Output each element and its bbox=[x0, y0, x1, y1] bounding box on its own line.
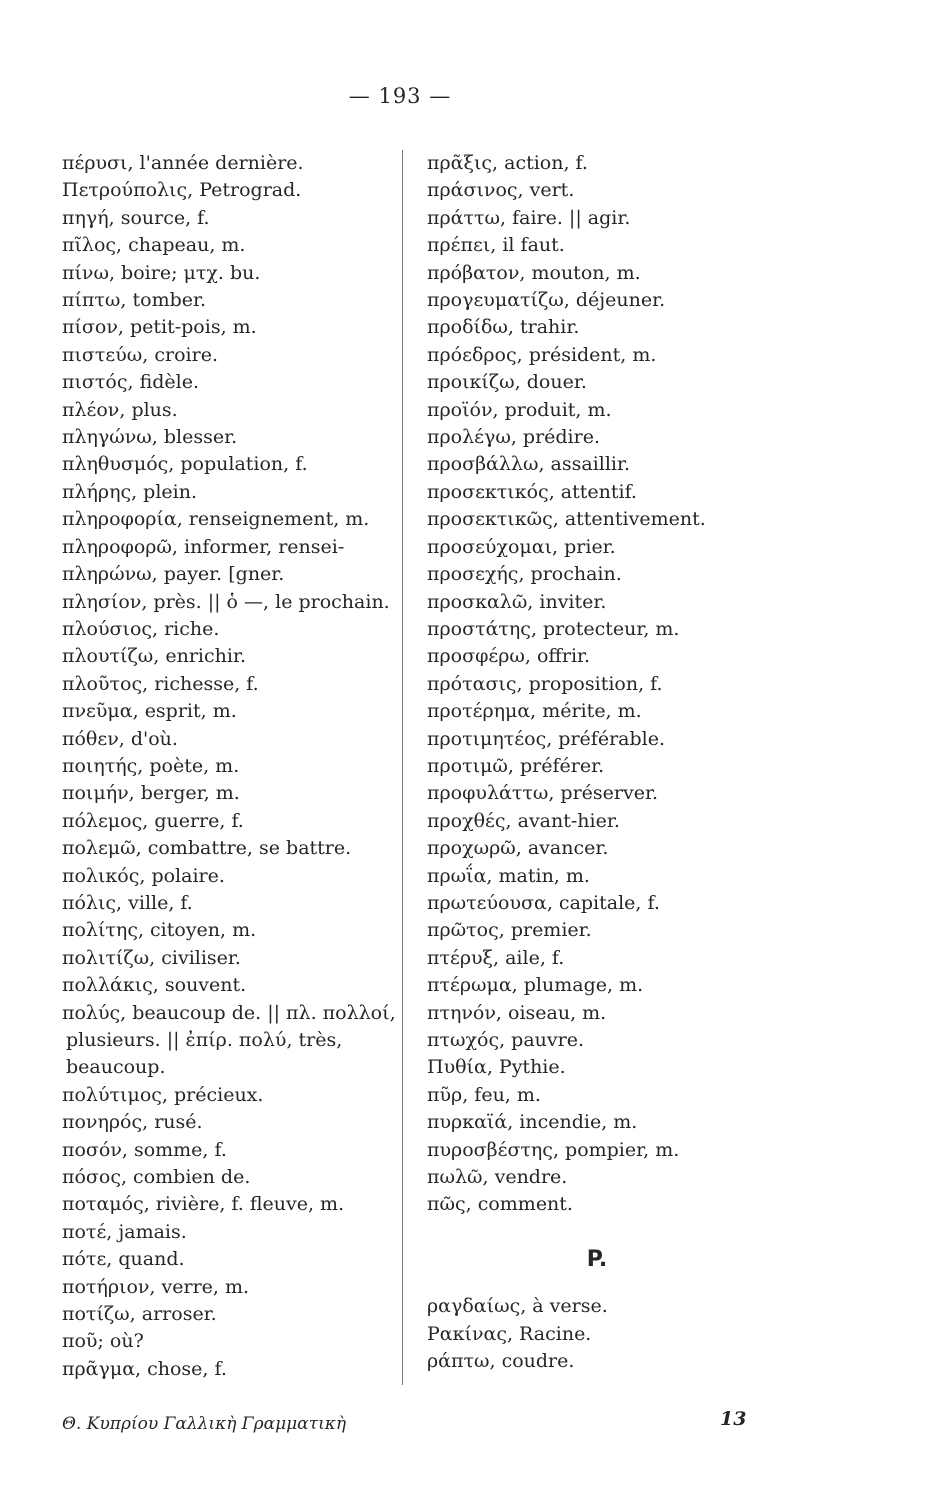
dictionary-entry: προσκαλῶ, inviter. bbox=[427, 590, 607, 613]
dictionary-entry: πρῶτος, premier. bbox=[427, 919, 592, 942]
dictionary-entry: πλούσιος, riche. bbox=[62, 617, 220, 640]
dictionary-entry: πῦρ, feu, m. bbox=[427, 1083, 541, 1106]
dictionary-entry: beaucoup. bbox=[66, 1056, 166, 1079]
dictionary-entry: προσφέρω, offrir. bbox=[427, 645, 591, 668]
dictionary-entry: προχωρῶ, avancer. bbox=[427, 837, 609, 860]
dictionary-entry: προγευματίζω, déjeuner. bbox=[427, 289, 666, 312]
dictionary-entry: ραγδαίως, à verse. bbox=[427, 1295, 608, 1318]
dictionary-entry: πόλις, ville, f. bbox=[62, 891, 193, 914]
dictionary-entry: προσεχής, prochain. bbox=[427, 563, 622, 586]
dictionary-entry: πλησίον, près. || ὁ —, le prochain. bbox=[62, 590, 390, 613]
dictionary-entry: πολύς, beaucoup de. || πλ. πολλοί, bbox=[62, 1001, 396, 1024]
dictionary-entry: πολλάκις, souvent. bbox=[62, 974, 247, 997]
dictionary-entry: πρέπει, il faut. bbox=[427, 234, 565, 257]
dictionary-entry: πρᾶγμα, chose, f. bbox=[62, 1357, 227, 1380]
dictionary-entry: πυροσβέστης, pompier, m. bbox=[427, 1138, 680, 1161]
dictionary-entry: πράσινος, vert. bbox=[427, 179, 575, 202]
page-number: — 193 — bbox=[348, 84, 452, 108]
dictionary-entry: πλέον, plus. bbox=[62, 398, 178, 421]
dictionary-entry: πῖλος, chapeau, m. bbox=[62, 234, 246, 257]
dictionary-entry: προσεκτικός, attentif. bbox=[427, 480, 637, 503]
dictionary-entry: πολύτιμος, précieux. bbox=[62, 1083, 264, 1106]
footer-signature-number: 13 bbox=[720, 1408, 747, 1430]
dictionary-entry: προσβάλλω, assaillir. bbox=[427, 453, 631, 476]
dictionary-entry: πράττω, faire. || agir. bbox=[427, 206, 631, 229]
dictionary-entry: ποτέ, jamais. bbox=[62, 1220, 187, 1243]
dictionary-entry: πίνω, boire; μτχ. bu. bbox=[62, 261, 261, 284]
dictionary-entry: πληροφορῶ, informer, rensei- bbox=[62, 535, 345, 558]
dictionary-entry: πόλεμος, guerre, f. bbox=[62, 809, 244, 832]
dictionary-entry: προδίδω, trahir. bbox=[427, 316, 580, 339]
dictionary-entry: ποσόν, somme, f. bbox=[62, 1138, 227, 1161]
dictionary-entry: πόθεν, d'où. bbox=[62, 727, 178, 750]
dictionary-entry: ποτήριον, verre, m. bbox=[62, 1275, 250, 1298]
dictionary-entry: πληθυσμός, population, f. bbox=[62, 453, 308, 476]
dictionary-entry: πρότασις, proposition, f. bbox=[427, 672, 663, 695]
dictionary-entry: πόσος, combien de. bbox=[62, 1166, 251, 1189]
dictionary-entry: πληρώνω, payer. [gner. bbox=[62, 563, 285, 586]
dictionary-entry: Πυθία, Pythie. bbox=[427, 1056, 566, 1079]
left-column bbox=[62, 150, 396, 1383]
dictionary-entry: πωλῶ, vendre. bbox=[427, 1166, 568, 1189]
dictionary-entry: Ρακίνας, Racine. bbox=[427, 1322, 592, 1345]
dictionary-entry: πλοῦτος, richesse, f. bbox=[62, 672, 259, 695]
dictionary-entry: πίσον, petit-pois, m. bbox=[62, 316, 257, 339]
dictionary-entry: πτέρυξ, aile, f. bbox=[427, 946, 565, 969]
dictionary-entry: πολίτης, citoyen, m. bbox=[62, 919, 257, 942]
dictionary-entry: προστάτης, protecteur, m. bbox=[427, 617, 680, 640]
dictionary-entry: πιστεύω, croire. bbox=[62, 343, 218, 366]
dictionary-entry: πολικός, polaire. bbox=[62, 864, 225, 887]
dictionary-entry: πρᾶξις, action, f. bbox=[427, 152, 588, 174]
dictionary-entry: ποταμός, rivière, f. fleuve, m. bbox=[62, 1193, 345, 1216]
dictionary-entry: πλουτίζω, enrichir. bbox=[62, 645, 246, 668]
dictionary-entry: πίπτω, tomber. bbox=[62, 289, 207, 312]
dictionary-entry: πολεμῶ, combattre, se battre. bbox=[62, 837, 352, 860]
dictionary-entry: πιστός, fidèle. bbox=[62, 371, 200, 394]
dictionary-entry: πληροφορία, renseignement, m. bbox=[62, 508, 370, 531]
dictionary-entry: plusieurs. || ἐπίρ. πολύ, très, bbox=[66, 1029, 343, 1051]
dictionary-entry: Πετρούπολις, Petrograd. bbox=[62, 179, 302, 202]
dictionary-entry: ράπτω, coudre. bbox=[427, 1350, 575, 1373]
dictionary-entry: ποιητής, poète, m. bbox=[62, 754, 240, 777]
dictionary-entry: πυρκαϊά, incendie, m. bbox=[427, 1111, 638, 1134]
dictionary-entry: προχθές, avant-hier. bbox=[427, 809, 620, 832]
dictionary-entry: προλέγω, prédire. bbox=[427, 426, 601, 449]
dictionary-entry: πρωτεύουσα, capitale, f. bbox=[427, 891, 660, 914]
dictionary-entry: προσεκτικῶς, attentivement. bbox=[427, 508, 706, 531]
column-divider bbox=[402, 150, 403, 1385]
dictionary-entry: πνεῦμα, esprit, m. bbox=[62, 700, 237, 723]
dictionary-entry: πρωΐα, matin, m. bbox=[427, 864, 590, 887]
footer-book-title: Θ. Κυπρίου Γαλλικὴ Γραμματικὴ bbox=[62, 1414, 347, 1434]
dictionary-entry: πτωχός, pauvre. bbox=[427, 1029, 584, 1051]
dictionary-entry: ποτίζω, arroser. bbox=[62, 1303, 217, 1326]
dictionary-entry: πολιτίζω, civiliser. bbox=[62, 946, 241, 969]
dictionary-entry: προτέρημα, mérite, m. bbox=[427, 700, 642, 723]
dictionary-entry: προφυλάττω, préserver. bbox=[427, 782, 658, 805]
letter-heading: P. bbox=[586, 1246, 608, 1272]
dictionary-entry: προτιμητέος, préférable. bbox=[427, 727, 666, 750]
dictionary-entry: προτιμῶ, préférer. bbox=[427, 754, 605, 777]
dictionary-entry: πλήρης, plein. bbox=[62, 480, 198, 503]
dictionary-entry: πονηρός, rusé. bbox=[62, 1111, 203, 1134]
dictionary-entry: ποιμήν, berger, m. bbox=[62, 782, 240, 805]
dictionary-entry: προσεύχομαι, prier. bbox=[427, 535, 616, 558]
dictionary-entry: πρόεδρος, président, m. bbox=[427, 343, 657, 366]
dictionary-entry: προϊόν, produit, m. bbox=[427, 398, 612, 421]
dictionary-entry: πληγώνω, blesser. bbox=[62, 426, 238, 449]
dictionary-entry: πῶς, comment. bbox=[427, 1193, 573, 1216]
dictionary-entry: πτηνόν, oiseau, m. bbox=[427, 1001, 607, 1024]
dictionary-entry: προικίζω, douer. bbox=[427, 371, 587, 394]
right-column bbox=[427, 150, 767, 1375]
dictionary-entry: ποῦ; où? bbox=[62, 1330, 144, 1353]
dictionary-entry: πέρυσι, l'année dernière. bbox=[62, 152, 304, 174]
dictionary-entry: πότε, quand. bbox=[62, 1248, 185, 1271]
dictionary-entry: πρόβατον, mouton, m. bbox=[427, 261, 641, 284]
dictionary-entry: πηγή, source, f. bbox=[62, 206, 210, 229]
dictionary-entry: πτέρωμα, plumage, m. bbox=[427, 974, 644, 997]
